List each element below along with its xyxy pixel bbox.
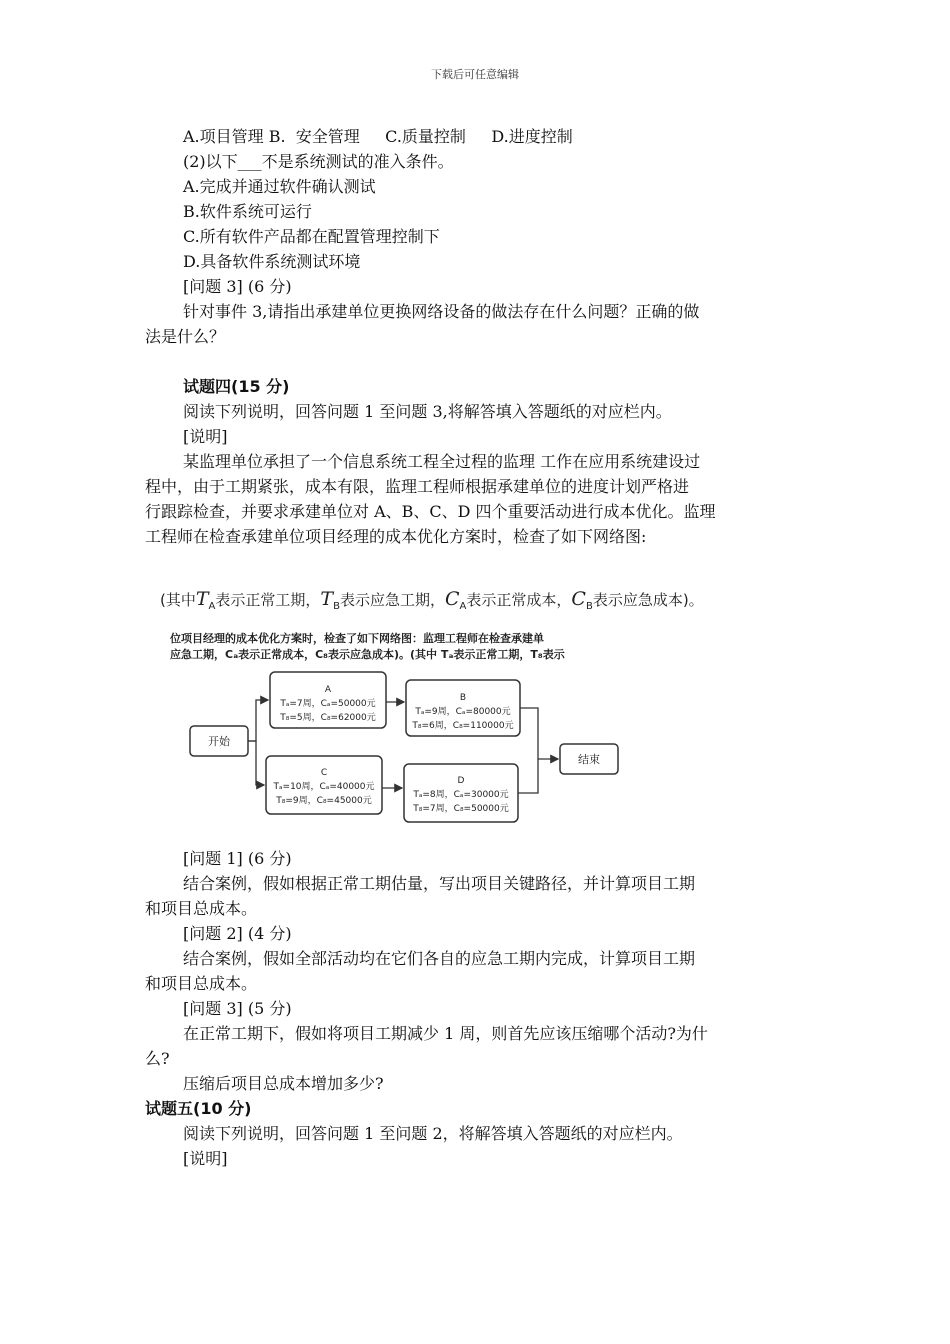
exam-4-instruction: 阅读下列说明，回答问题 1 至问题 3,将解答填入答题纸的对应栏内。 [183,402,672,421]
activity-b-crash: T₈=6周，C₈=110000元 [412,721,514,731]
exam-5-title: 试题五(10 分) [145,1099,252,1118]
paragraph-line-3: 行跟踪检查，并要求承建单位对 A、B、C、D 四个重要活动进行成本优化。监理 [145,502,716,521]
arrow-start-a [248,700,268,741]
question-2: (2)以下___不是系统测试的准入条件。 [183,152,454,171]
arrow-b-end [520,708,558,759]
activity-b-name: B [459,693,467,703]
option-d: D.具备软件系统测试环境 [183,252,361,271]
arrow-d-end [518,759,538,793]
question-1-heading: [问题 1] (6 分) [183,849,292,868]
activity-c-name: C [320,768,328,778]
scan-text-line-1: 位项目经理的成本优化方案时，检查了如下网络图：监理工程师在检查承建单 [170,632,544,645]
start-label: 开始 [208,735,230,748]
problem-3-heading: [问题 3] (6 分) [183,277,292,296]
option-a: A.完成并通过软件确认测试 [183,177,376,196]
explanation-label: [说明] [183,427,228,446]
page-header: 下载后可任意编辑 [431,68,519,81]
network-diagram [168,630,628,830]
activity-d-normal: Tₐ=8周，Cₐ=30000元 [413,790,509,800]
end-label: 结束 [578,753,600,766]
activity-d-name: D [457,776,465,786]
question-3-followup: 压缩后项目总成本增加多少? [183,1074,384,1093]
question-2-heading: [问题 2] (4 分) [183,924,292,943]
activity-c-normal: Tₐ=10周，Cₐ=40000元 [273,782,375,792]
option-b: B.软件系统可运行 [183,202,312,221]
question-1-text: 结合案例，假如根据正常工期估量，写出项目关键路径，并计算项目工期 [183,874,696,893]
option-c: C.所有软件产品都在配置管理控制下 [183,227,440,246]
problem-3-text: 针对事件 3,请指出承建单位更换网络设备的做法存在什么问题？正确的做 [183,302,700,321]
explanation-label-2: [说明] [183,1149,228,1168]
arrow-start-c [248,741,264,785]
problem-3-text-cont: 法是什么？ [145,327,226,346]
question-2-text-cont: 和项目总成本。 [145,974,258,993]
options-line: A.项目管理 B. 安全管理 C.质量控制 D.进度控制 [183,127,573,146]
question-3-text-cont: 么? [145,1049,170,1068]
paragraph-line-2: 程中，由于工期紧张，成本有限，监理工程师根据承建单位的进度计划严格进 [145,477,690,496]
activity-c-crash: T₈=9周，C₈=45000元 [276,796,372,806]
question-3-text: 在正常工期下，假如将项目工期减少 1 周，则首先应该压缩哪个活动?为什 [183,1024,708,1043]
paragraph-line-1: 某监理单位承担了一个信息系统工程全过程的监理 工作在应用系统建设过 [183,452,701,471]
question-1-text-cont: 和项目总成本。 [145,899,258,918]
activity-a-crash: T₈=5周，C₈=62000元 [280,713,376,723]
activity-a-name: A [324,685,332,695]
activity-a-normal: Tₐ=7周，Cₐ=50000元 [280,699,376,709]
question-3-heading: [问题 3] (5 分) [183,999,292,1018]
question-2-text: 结合案例，假如全部活动均在它们各自的应急工期内完成，计算项目工期 [183,949,696,968]
paragraph-line-4: 工程师在检查承建单位项目经理的成本优化方案时，检查了如下网络图: [145,527,647,546]
exam-5-instruction: 阅读下列说明，回答问题 1 至问题 2，将解答填入答题纸的对应栏内。 [183,1124,683,1143]
scan-text-line-2: 应急工期，Cₐ表示正常成本，C₈表示应急成本)。(其中 Tₐ表示正常工期，T₈表示 [170,648,565,661]
activity-b-normal: Tₐ=9周，Cₐ=80000元 [415,707,511,717]
activity-d-crash: T₈=7周，C₈=50000元 [413,804,509,814]
exam-4-title: 试题四(15 分) [183,377,290,396]
legend-caption: (其中$T_A$表示正常工期，$T_B$表示应急工期，$C_A$表示正常成本，$C_B$表示应急成本)。 [160,588,704,612]
